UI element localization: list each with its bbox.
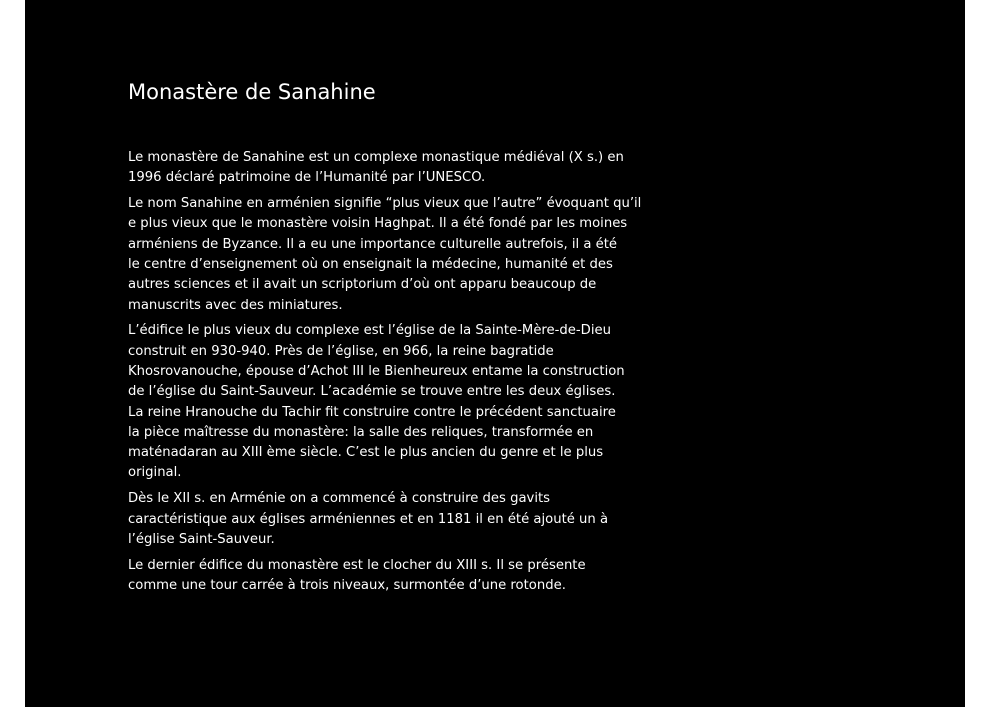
text-line: original. — [128, 465, 182, 481]
text-line: La reine Hranouche du Tachir fit construire contre le précédent sanctuaire — [128, 404, 616, 420]
text-line: comme une tour carrée à trois niveaux, surmontée d’une rotonde. — [128, 577, 566, 593]
text-line: autres sciences et il avait un scriptorium d’où ont apparu beaucoup de — [128, 277, 597, 293]
paragraph — [128, 321, 648, 483]
text-line: 1996 déclaré patrimoine de l’Humanité par l’UNESCO. — [128, 170, 486, 186]
text-line: l’église Saint-Sauveur. — [128, 531, 275, 547]
text-line: Le dernier édifice du monastère est le clocher du XIII s. Il se présente — [128, 557, 586, 573]
text-line: Dès le XII s. en Arménie on a commencé à construire des gavits — [128, 491, 551, 507]
paragraph — [128, 148, 648, 189]
text-line: manuscrits avec des miniatures. — [128, 297, 343, 313]
paragraph — [128, 194, 648, 316]
text-line: e plus vieux que le monastère voisin Haghpat. Il a été fondé par les moines — [128, 216, 628, 232]
paragraph — [128, 489, 648, 550]
page-title: Monastère de Sanahine — [128, 80, 376, 104]
paragraph — [128, 556, 648, 597]
text-line: construit en 930-940. Près de l’église, en 966, la reine bagratide — [128, 343, 554, 359]
text-line: Le nom Sanahine en arménien signifie “plus vieux que l’autre” évoquant qu’il — [128, 196, 642, 212]
body-text — [128, 148, 648, 602]
text-line: caractéristique aux églises arméniennes et en 1181 il en été ajouté un à — [128, 511, 609, 527]
text-line: L’édifice le plus vieux du complexe est l’église de la Sainte-Mère-de-Dieu — [128, 323, 611, 339]
slide — [25, 0, 965, 707]
text-line: de l’église du Saint-Sauveur. L’académie se trouve entre les deux églises. — [128, 384, 616, 400]
text-line: maténadaran au XIII ème siècle. C’est le plus ancien du genre et le plus — [128, 445, 604, 461]
text-line: arméniens de Byzance. Il a eu une importance culturelle autrefois, il a été — [128, 236, 618, 252]
text-line: le centre d’enseignement où on enseignait la médecine, humanité et des — [128, 256, 613, 272]
text-line: Le monastère de Sanahine est un complexe monastique médiéval (X s.) en — [128, 150, 624, 165]
text-line: Khosrovanouche, épouse d’Achot III le Bienheureux entame la construction — [128, 363, 625, 379]
text-line: la pièce maîtresse du monastère: la salle des reliques, transformée en — [128, 424, 594, 440]
